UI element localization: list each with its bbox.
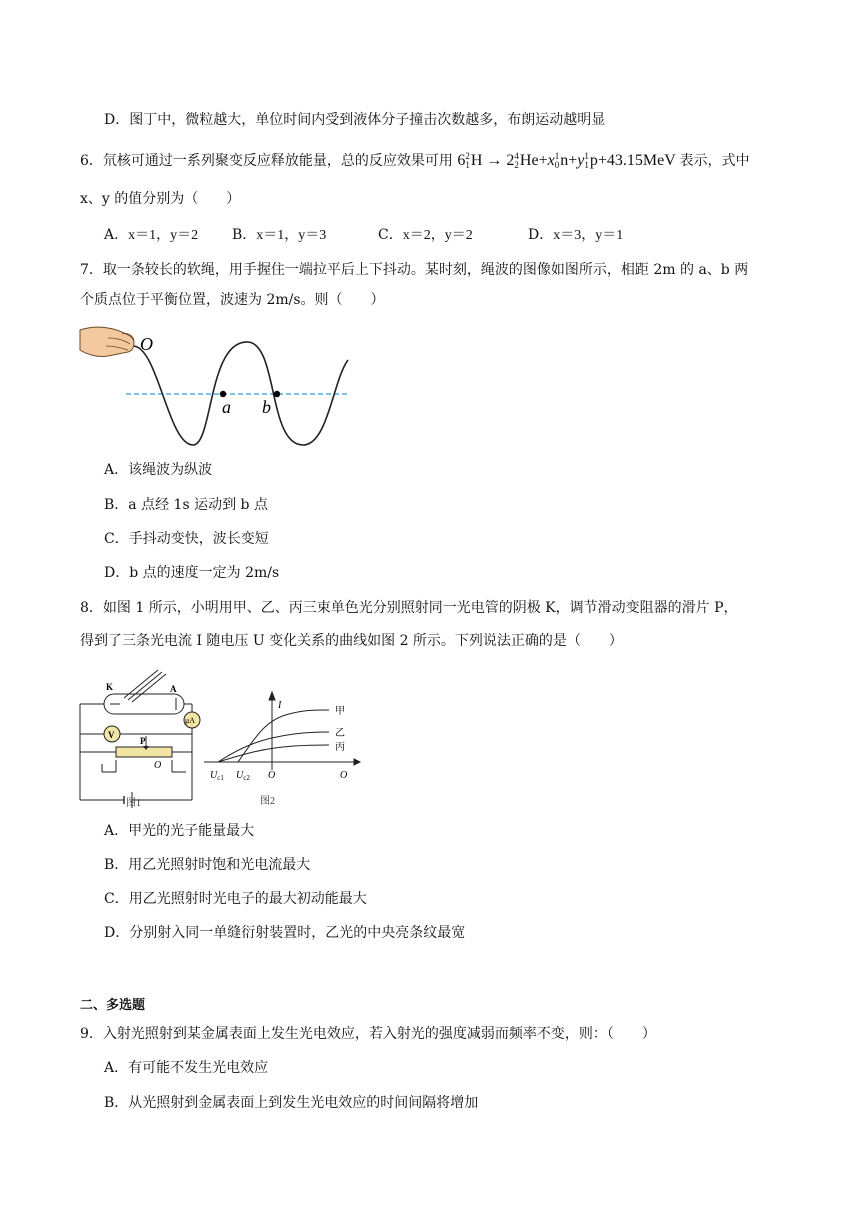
q8-stem-line1: 8．如图 1 所示，小明用甲、乙、丙三束单色光分别照射同一光电管的阴极 K，调节滑动变阻器的滑片 P， <box>80 600 738 616</box>
label-i: I <box>278 700 282 711</box>
q6-option-d: D．x＝3，y＝1 <box>528 227 624 243</box>
q6-option-c: C．x＝2，y＝2 <box>378 227 473 243</box>
label-jia: 甲 <box>335 706 345 717</box>
label-v: V <box>108 730 115 740</box>
label-o: O <box>154 760 162 771</box>
point-b <box>274 391 280 397</box>
q7-option-b: B．a 点经 1s 运动到 b 点 <box>104 497 268 513</box>
q7-rope-wave-figure <box>78 320 358 450</box>
label-a: a <box>222 397 231 417</box>
caption-fig2: 图2 <box>260 796 275 807</box>
q5-option-d: D．图丁中，微粒越大，单位时间内受到液体分子撞击次数越多，布朗运动越明显 <box>104 112 606 128</box>
label-p: P <box>140 736 146 746</box>
q8-stem-line2: 得到了三条光电流 I 随电压 U 变化关系的曲线如图 2 所示。下列说法正确的是（ ） <box>80 633 623 649</box>
q6-stem-line2: x、y 的值分别为（ ） <box>80 191 241 207</box>
q6-equation: 6 2 1 H → 2 4 2 He+x 1 0 n+y 1 1 p+43.15MeV <box>457 151 676 171</box>
q8-option-b: B．用乙光照射时饱和光电流最大 <box>104 857 311 873</box>
section-title-multiple-choice: 二、多选题 <box>80 998 146 1013</box>
q7-option-d: D．b 点的速度一定为 2m/s <box>104 565 280 581</box>
q8-iu-curve-figure <box>204 690 364 808</box>
q6-prefix: 6．氘核可通过一系列聚变反应释放能量，总的反应效果可用 <box>80 153 453 169</box>
q6-suffix: 表示，式中 <box>679 153 750 169</box>
label-o-origin: O <box>268 770 276 781</box>
label-yi: 乙 <box>335 728 345 739</box>
q6-option-a: A．x＝1，y＝2 <box>104 227 199 243</box>
q7-option-a: A．该绳波为纵波 <box>104 462 213 478</box>
svg-text:Uc2: $U_{c2}$ <box>236 770 250 782</box>
q8-option-c: C．用乙光照射时光电子的最大初动能最大 <box>104 891 367 907</box>
q7-stem-line1: 7．取一条较长的软绳，用手握住一端拉平后上下抖动。某时刻，绳波的图像如图所示，相距 2m 的 a、b 两 <box>80 262 749 278</box>
label-uc2: U <box>236 770 244 781</box>
label-ua: μA <box>185 716 196 725</box>
label-uc1: U <box>210 770 218 781</box>
rheostat <box>116 747 172 757</box>
q8-option-d: D．分别射入同一单缝衍射装置时，乙光的中央亮条纹最宽 <box>104 925 466 941</box>
label-k: K <box>106 682 114 692</box>
hand-icon <box>80 327 134 356</box>
label-b: b <box>262 397 271 417</box>
caption-fig1: 图1 <box>126 798 141 809</box>
q6-option-b: B．x＝1，y＝3 <box>232 227 327 243</box>
q7-option-c: C．手抖动变快，波长变短 <box>104 531 269 547</box>
q9-option-b: B．从光照射到金属表面上到发生光电效应的时间间隔将增加 <box>104 1095 479 1111</box>
label-bing: 丙 <box>335 742 345 753</box>
q9-stem: 9．入射光照射到某金属表面上发生光电效应，若入射光的强度减弱而频率不变，则：（ ） <box>80 1026 656 1042</box>
q7-stem-line2: 个质点位于平衡位置，波速为 2m/s。则（ ） <box>80 292 385 308</box>
label-a: A <box>170 684 177 694</box>
svg-text:Uc1: $U_{c1}$ <box>210 770 224 782</box>
q9-option-a: A．有可能不发生光电效应 <box>104 1060 269 1076</box>
curve-bing <box>218 745 329 762</box>
q6-stem <box>80 151 749 171</box>
q8-circuit-figure <box>76 668 206 810</box>
q8-option-a: A．甲光的光子能量最大 <box>104 823 255 839</box>
label-o-end: O <box>340 770 348 781</box>
label-o: O <box>140 334 153 354</box>
